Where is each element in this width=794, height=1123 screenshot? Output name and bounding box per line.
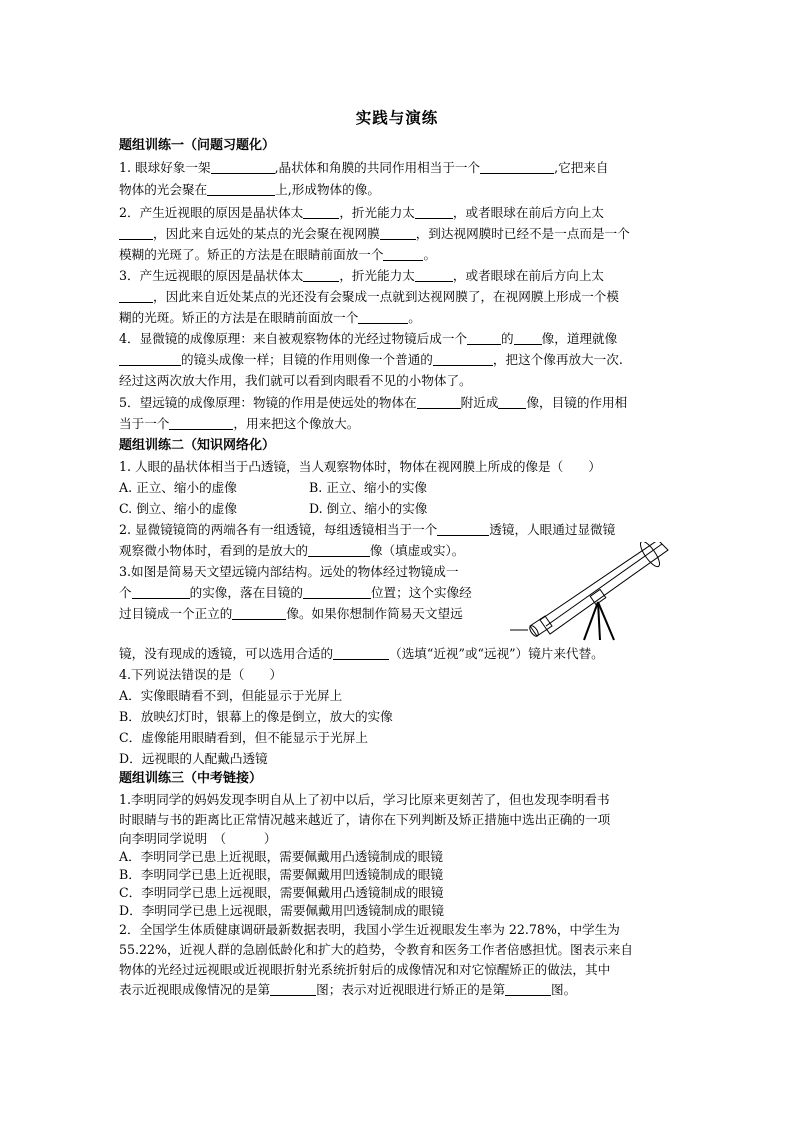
option-a[interactable]: A．李明同学已患上近视眼，需要佩戴用凸透镜制成的眼镜 (119, 849, 443, 864)
blank[interactable] (514, 332, 542, 345)
blank[interactable] (358, 311, 408, 324)
s1-q3-line3: 糊的光斑。矫正的方法是在眼睛前面放一个 。 (119, 310, 421, 325)
section-1-heading: 题组训练一（问题习题化） (119, 138, 276, 153)
blank[interactable] (270, 983, 316, 996)
blank[interactable] (467, 332, 501, 345)
s2-q3-line1: 3.如图是简易天文望远镜内部结构。远处的物体经过物镜成一 (119, 564, 459, 579)
blank[interactable] (119, 353, 181, 366)
s1-q4-line1: 4．显微镜的成像原理：来自被观察物体的光经过物镜后成一个 的 像，道理就像 (119, 331, 618, 346)
s1-q5-line1: 5．望远镜的成像原理：物镜的作用是使远处的物体在 附近成 像，目镜的作用相 (119, 395, 628, 410)
option-c[interactable]: C. 倒立、缩小的虚像 (119, 501, 237, 516)
blank[interactable] (383, 248, 423, 261)
blank[interactable] (380, 227, 416, 240)
option-c[interactable]: C．李明同学已患上远视眼，需要佩戴用凸透镜制成的眼镜 (119, 885, 444, 900)
blank[interactable] (415, 206, 453, 219)
s1-q1-line2: 物体的光会聚在 上,形成物体的像。 (119, 182, 380, 197)
s2-q4-stem: 4.下列说法错误的是（ ） (119, 667, 283, 682)
blank[interactable] (437, 523, 489, 536)
s3-q1-line2: 时眼睛与书的距离比正常情况越来越近了，请你在下列判断及矫正措施中选出正确的一项 (119, 812, 611, 827)
blank[interactable] (303, 206, 339, 219)
blank[interactable] (211, 161, 275, 174)
option-b[interactable]: B．放映幻灯时，银幕上的像是倒立，放大的实像 (119, 709, 393, 724)
blank[interactable] (333, 647, 389, 660)
s2-q2-line2: 观察微小物体时，看到的是放大的 像（填虚或实）。 (119, 543, 465, 558)
option-b[interactable]: B. 正立、缩小的实像 (309, 480, 428, 495)
s2-q3-line2: 个 的实像，落在目镜的 位置；这个实像经 (119, 585, 472, 600)
blank[interactable] (498, 396, 526, 409)
page-title: 实践与演练 (355, 109, 439, 127)
blank[interactable] (308, 544, 370, 557)
s3-q1-line1: 1.李明同学的妈妈发现李明自从上了初中以后，学习比原来更刻苦了，但也发现李明看书 (119, 792, 610, 807)
s1-q1-line1: 1. 眼球好象一架 ,晶状体和角膜的共同作用相当于一个 ,它把来自 (119, 160, 609, 175)
telescope-figure (510, 542, 672, 642)
blank[interactable] (303, 586, 371, 599)
s3-q2-line3: 物体的光经过远视眼或近视眼折射光系统折射后的成像情况和对它惊醒矫正的做法，其中 (119, 962, 611, 977)
s1-q4-line3: 经过这两次放大作用，我们就可以看到肉眼看不见的小物体了。 (119, 373, 472, 388)
s3-q1-line3: 向李明同学说明 （ ） (119, 831, 277, 846)
s2-q2-line1: 2. 显微镜镜筒的两端各有一组透镜，每组透镜相当于一个 透镜，人眼通过显微镜 (119, 522, 616, 537)
s1-q2-line1: 2．产生近视眼的原因是晶状体太 ，折光能力太 ，或者眼球在前后方向上太 (119, 205, 605, 220)
blank[interactable] (119, 290, 153, 303)
blank[interactable] (207, 183, 275, 196)
blank[interactable] (303, 269, 339, 282)
s2-q1-options-row1 (119, 480, 428, 496)
option-d[interactable]: D. 倒立、缩小的实像 (309, 501, 428, 516)
option-c[interactable]: C．虚像能用眼睛看到，但不能显示于光屏上 (119, 730, 368, 745)
s3-q2-line2: 55.22%，近视人群的急剧低龄化和扩大的趋势，令教育和医务工作者倍感担忧。图表示来自 (119, 942, 633, 957)
blank[interactable] (169, 417, 233, 430)
s1-q3-line1: 3．产生远视眼的原因是晶状体太 ，折光能力太 ，或者眼球在前后方向上太 (119, 268, 605, 283)
s2-q3-line3: 过目镜成一个正立的 像。如果你想制作简易天文望远 (119, 606, 463, 621)
s1-q2-line3: 模糊的光斑了。矫正的方法是在眼睛前面放一个 。 (119, 247, 437, 262)
option-b[interactable]: B．李明同学已患上近视眼，需要佩戴用凹透镜制成的眼镜 (119, 867, 444, 882)
telescope-tube (540, 542, 668, 634)
option-d[interactable]: D．李明同学已患上远视眼，需要佩戴用凹透镜制成的眼镜 (119, 903, 444, 918)
blank[interactable] (232, 607, 286, 620)
section-3-heading: 题组训练三（中考链接） (119, 771, 263, 786)
section-2-heading: 题组训练二（知识网络化） (119, 438, 276, 453)
option-a[interactable]: A．实像眼睛看不到，但能显示于光屏上 (119, 688, 343, 703)
option-d[interactable]: D．远视眼的人配戴凸透镜 (119, 751, 268, 766)
s2-q1-options-row2 (119, 501, 428, 517)
blank[interactable] (119, 227, 153, 240)
s1-q3-line2: ，因此来自近处某点的光还没有会聚成一点就到达视网膜了，在视网膜上形成一个模 (119, 289, 619, 305)
s3-q2-line1: 2．全国学生体质健康调研最新数据表明，我国小学生近视眼发生率为 22.78%，中学生为 (119, 922, 620, 937)
blank[interactable] (415, 269, 453, 282)
blank[interactable] (132, 586, 190, 599)
s1-q4-line2: 的镜头成像一样；目镜的作用则像一个普通的 ，把这个像再放大一次. (119, 352, 623, 368)
option-a[interactable]: A. 正立、缩小的虚像 (119, 480, 237, 495)
blank[interactable] (417, 396, 461, 409)
s3-q2-line4: 表示近视眼成像情况的是第 图；表示对近视眼进行矫正的是第 图。 (119, 982, 577, 997)
s1-q2-line2: ，因此来自远处的某点的光会聚在视网膜 ，到达视网膜时已经不是一点而是一个 (119, 226, 630, 242)
blank[interactable] (433, 353, 493, 366)
s1-q5-line2: 当于一个 ，用来把这个像放大。 (119, 416, 360, 431)
s2-q3-line4: 镜，没有现成的透镜，可以选用合适的 （选填“近视”或“远视”）镜片来代替。 (119, 646, 604, 661)
blank[interactable] (480, 161, 554, 174)
s2-q1-stem: 1. 人眼的晶状体相当于凸透镜，当人观察物体时，物体在视网膜上所成的像是（ ） (119, 459, 601, 474)
blank[interactable] (505, 983, 551, 996)
